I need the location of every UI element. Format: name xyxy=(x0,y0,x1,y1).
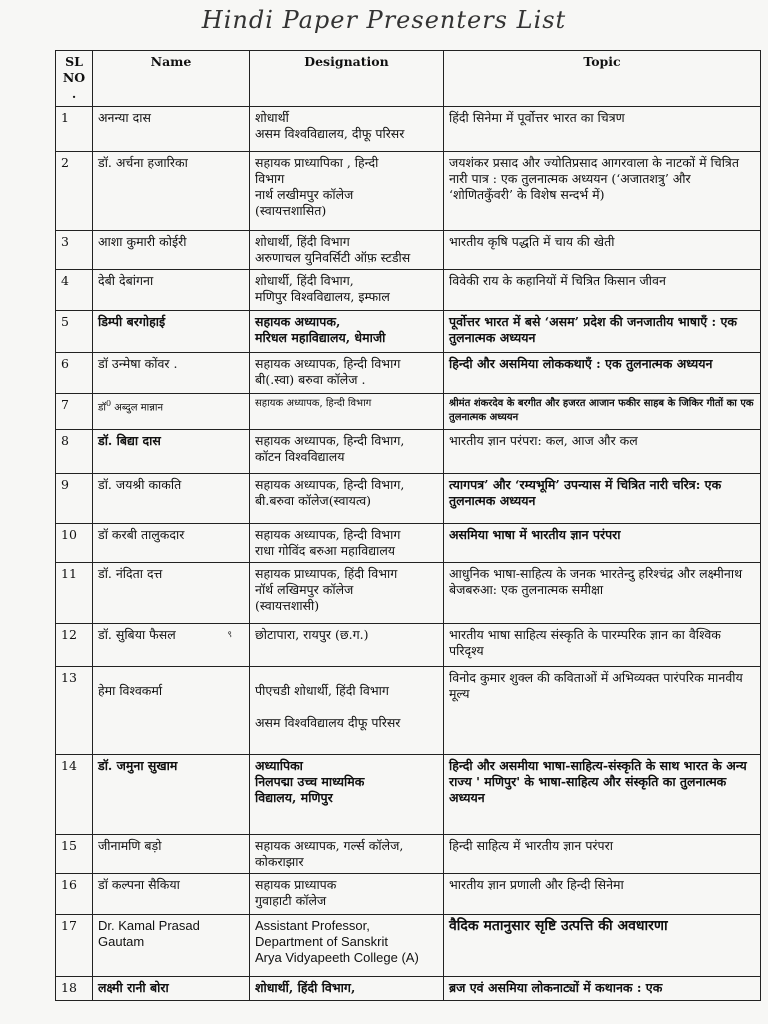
name-cell: डॉ उन्मेषा कोंवर . xyxy=(93,353,250,394)
sl-no-cell: 2 xyxy=(56,152,93,231)
table-row xyxy=(56,353,761,394)
topic-cell: त्यागपत्र’ और ‘रम्यभूमि’ उपन्यास में चित्रित नारी चरित्र: एक तुलनात्मक अध्ययन xyxy=(444,474,761,524)
table-row xyxy=(56,667,761,755)
topic-cell: वैदिक मतानुसार सृष्टि उत्पत्ति की अवधारणा xyxy=(444,915,761,977)
name-cell: हेमा विश्वकर्मा xyxy=(93,667,250,755)
name-cell: डॉ. जमुना सुखाम xyxy=(93,755,250,835)
designation-cell: सहायक अध्यापक, हिन्दी विभाग, कॉटन विश्वविद्यालय xyxy=(250,430,444,474)
table-row xyxy=(56,430,761,474)
name-prefix: डॉ xyxy=(98,402,106,414)
topic-cell: हिन्दी और असमीया भाषा-साहित्य-संस्कृति के साथ भारत के अन्य राज्य ' मणिपुर' के भाषा-साहित्य और संस्कृति का तुलनात्मक अध्ययन xyxy=(444,755,761,835)
topic-cell: पूर्वोत्तर भारत में बसे ‘असम’ प्रदेश की जनजातीय भाषाएँ : एक तुलनात्मक अध्ययन xyxy=(444,311,761,353)
topic-cell: हिन्दी और असमिया लोककथाएँ : एक तुलनात्मक अध्ययन xyxy=(444,353,761,394)
col-header-designation: Designation xyxy=(250,51,444,107)
table-row xyxy=(56,270,761,311)
presenters-table xyxy=(55,50,761,1001)
topic-cell: श्रीमंत शंकरदेव के बरगीत और हजरत आजान फकीर साहब के जिकिर गीतों का एक तुलनात्मक अध्ययन xyxy=(444,394,761,430)
topic-cell: भारतीय कृषि पद्धति में चाय की खेती xyxy=(444,231,761,270)
designation-cell: शोधार्थी असम विश्वविद्यालय, दीफू परिसर xyxy=(250,107,444,152)
designation-cell: सहायक प्राध्यापक, हिंदी विभाग नॉर्थ लखिमपुर कॉलेज (स्वायत्तशासी) xyxy=(250,563,444,624)
topic-cell: भारतीय ज्ञान प्रणाली और हिन्दी सिनेमा xyxy=(444,874,761,915)
topic-cell: भारतीय ज्ञान परंपरा: कल, आज और कल xyxy=(444,430,761,474)
name-text: डॉ. सुबिया फैसल xyxy=(98,627,176,642)
name-cell: डॉ. नंदिता दत्त xyxy=(93,563,250,624)
designation-cell: सहायक अध्यापक, हिन्दी विभाग, बी.बरुवा कॉलेज(स्वायत्व) xyxy=(250,474,444,524)
table-header-row xyxy=(56,51,761,107)
table-row xyxy=(56,107,761,152)
sl-no-cell: 3 xyxy=(56,231,93,270)
designation-cell: शोधार्थी, हिंदी विभाग, मणिपुर विश्वविद्यालय, इम्फाल xyxy=(250,270,444,311)
table-row xyxy=(56,915,761,977)
name-cell: जीनामणि बड़ो xyxy=(93,835,250,874)
sl-no-cell: 5 xyxy=(56,311,93,353)
name-cell: डॉ. अर्चना हजारिका xyxy=(93,152,250,231)
topic-cell: भारतीय भाषा साहित्य संस्कृति के पारम्परिक ज्ञान का वैश्विक परिदृश्य xyxy=(444,624,761,667)
table-row xyxy=(56,563,761,624)
designation-cell: Assistant Professor, Department of Sanskrit Arya Vidyapeeth College (A) xyxy=(250,915,444,977)
name-cell: डॉ. जयश्री काकति xyxy=(93,474,250,524)
topic-cell: हिंदी सिनेमा में पूर्वोत्तर भारत का चित्रण xyxy=(444,107,761,152)
handwritten-mark: ९ xyxy=(227,630,232,640)
table-row xyxy=(56,624,761,667)
name-cell: लक्ष्मी रानी बोरा xyxy=(93,977,250,1001)
table-row xyxy=(56,474,761,524)
name-cell: डॉ कल्पना सैकिया xyxy=(93,874,250,915)
sl-no-cell: 14 xyxy=(56,755,93,835)
topic-cell: ब्रज एवं असमिया लोकनाट्यों में कथानक : एक xyxy=(444,977,761,1001)
table-row xyxy=(56,231,761,270)
table-row xyxy=(56,524,761,563)
topic-cell: विवेकी राय के कहानियों में चित्रित किसान जीवन xyxy=(444,270,761,311)
topic-cell: हिन्दी साहित्य में भारतीय ज्ञान परंपरा xyxy=(444,835,761,874)
designation-cell: सहायक अध्यापक, हिन्दी विभाग राधा गोविंद बरुआ महाविद्यालय xyxy=(250,524,444,563)
sl-no-cell: 4 xyxy=(56,270,93,311)
sl-no-cell: 16 xyxy=(56,874,93,915)
table-row xyxy=(56,874,761,915)
sl-no-cell: 10 xyxy=(56,524,93,563)
table-row xyxy=(56,977,761,1001)
designation-cell: छोटापारा, रायपुर (छ.ग.) xyxy=(250,624,444,667)
name-cell: डॉ करबी तालुकदार xyxy=(93,524,250,563)
designation-cell: पीएचडी शोधार्थी, हिंदी विभाग असम विश्वविद्यालय दीफू परिसर xyxy=(250,667,444,755)
handwritten-title: Hindi Paper Presenters List xyxy=(201,6,567,34)
designation-cell: सहायक अध्यापक, हिन्दी विभाग xyxy=(250,394,444,430)
topic-cell: असमिया भाषा में भारतीय ज्ञान परंपरा xyxy=(444,524,761,563)
name-cell: Dr. Kamal Prasad Gautam xyxy=(93,915,250,977)
name-superscript: 0 xyxy=(105,399,112,408)
sl-no-cell: 7 xyxy=(56,394,93,430)
designation-cell: सहायक अध्यापक, मरिधल महाविद्यालय, धेमाजी xyxy=(250,311,444,353)
table-row xyxy=(56,835,761,874)
sl-no-cell: 1 xyxy=(56,107,93,152)
designation-cell: शोधार्थी, हिंदी विभाग, xyxy=(250,977,444,1001)
sl-no-cell: 8 xyxy=(56,430,93,474)
sl-no-cell: 12 xyxy=(56,624,93,667)
topic-cell: जयशंकर प्रसाद और ज्योतिप्रसाद आगरवाला के नाटकों में चित्रित नारी पात्र : एक तुलनात्मक अध्ययन (‘अजातशत्रु’ और ‘शोणितकुँवरी’ के विशेष सन्दर्भ में) xyxy=(444,152,761,231)
name-cell xyxy=(93,624,250,667)
sl-no-cell: 18 xyxy=(56,977,93,1001)
table-row xyxy=(56,311,761,353)
col-header-sl-no: SL NO . xyxy=(56,51,93,107)
designation-cell: सहायक अध्यापक, गर्ल्स कॉलेज, कोकराझार xyxy=(250,835,444,874)
sl-no-cell: 13 xyxy=(56,667,93,755)
table-row xyxy=(56,394,761,430)
sl-no-cell: 6 xyxy=(56,353,93,394)
name-cell: आशा कुमारी कोईरी xyxy=(93,231,250,270)
name-cell: डिम्पी बरगोहाई xyxy=(93,311,250,353)
designation-cell: सहायक प्राध्यापक गुवाहाटी कॉलेज xyxy=(250,874,444,915)
name-text: अब्दुल मान्नान xyxy=(114,402,164,414)
sl-no-cell: 17 xyxy=(56,915,93,977)
sl-no-cell: 11 xyxy=(56,563,93,624)
designation-cell: शोधार्थी, हिंदी विभाग अरुणाचल युनिवर्सिटी ऑफ़ स्टडीस xyxy=(250,231,444,270)
designation-cell: सहायक अध्यापक, हिन्दी विभाग बी(.स्वा) बरुवा कॉलेज . xyxy=(250,353,444,394)
table-row xyxy=(56,152,761,231)
topic-cell: विनोद कुमार शुक्ल की कविताओं में अभिव्यक्त पारंपरिक मानवीय मूल्य xyxy=(444,667,761,755)
name-cell xyxy=(93,394,250,430)
topic-cell: आधुनिक भाषा-साहित्य के जनक भारतेन्दु हरिश्चंद्र और लक्ष्मीनाथ बेजबरुआ: एक तुलनात्मक समीक्षा xyxy=(444,563,761,624)
col-header-name: Name xyxy=(93,51,250,107)
name-cell: डॉ. बिद्या दास xyxy=(93,430,250,474)
name-cell: अनन्या दास xyxy=(93,107,250,152)
designation-cell: सहायक प्राध्यापिका , हिन्दी विभाग नार्थ लखीमपुर कॉलेज (स्वायत्तशासित) xyxy=(250,152,444,231)
name-cell: देबी देबांगना xyxy=(93,270,250,311)
designation-cell: अध्यापिका निलपद्मा उच्च माध्यमिक विद्यालय, मणिपुर xyxy=(250,755,444,835)
col-header-topic: Topic xyxy=(444,51,761,107)
sl-no-cell: 9 xyxy=(56,474,93,524)
table-row xyxy=(56,755,761,835)
sl-no-cell: 15 xyxy=(56,835,93,874)
